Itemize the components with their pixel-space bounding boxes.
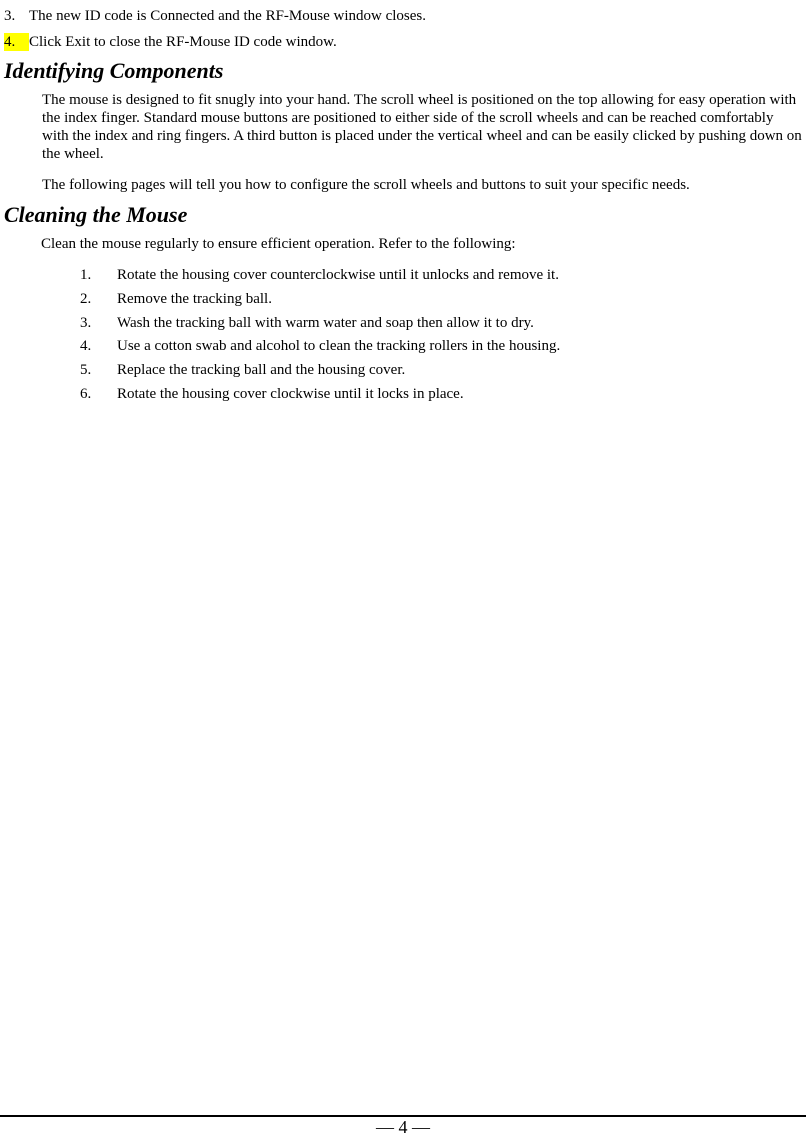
list-item-number: 6. (80, 385, 92, 402)
list-item-number: 5. (80, 362, 92, 379)
identifying-paragraph-2: The following pages will tell you how to configure the scroll wheels and buttons to suit your specific needs. (42, 177, 690, 193)
list-item (80, 265, 560, 289)
identifying-paragraph-1: The mouse is designed to fit snugly into your hand. The scroll wheel is positioned on the top allowing for easy operation with the index finger. Standard mouse buttons are positioned to either side of the scroll wheels and can be reached comfortably with the index and ring fingers. A third button is placed under the vertical wheel and can be easily clicked by pushing down on the wheel. (42, 92, 802, 162)
step-3 (4, 7, 426, 25)
step-number-highlighted: 4. (4, 33, 29, 51)
list-item (80, 336, 560, 360)
list-item-text: Wash the tracking ball with warm water and soap then allow it to dry. (117, 314, 534, 331)
list-item-text: Remove the tracking ball. (117, 290, 272, 307)
cleaning-intro: Clean the mouse regularly to ensure efficient operation. Refer to the following: (41, 236, 516, 252)
identifying-components-heading: Identifying Components (4, 58, 224, 83)
list-item (80, 289, 560, 313)
step-text: Click Exit to close the RF-Mouse ID code window. (29, 34, 337, 50)
list-item-number: 1. (80, 267, 92, 283)
cleaning-steps-list (80, 265, 560, 408)
page-number: — 4 — (376, 1117, 430, 1137)
list-item-text: Replace the tracking ball and the housing cover. (117, 362, 406, 379)
step-number: 3. (4, 8, 16, 24)
cleaning-mouse-heading: Cleaning the Mouse (4, 202, 188, 227)
list-item (80, 313, 560, 337)
list-item-number: 4. (80, 338, 92, 355)
list-item (80, 360, 560, 384)
step-4 (4, 33, 337, 51)
list-item-text: Rotate the housing cover counterclockwise until it unlocks and remove it. (117, 267, 559, 283)
list-item (80, 384, 560, 408)
step-text: The new ID code is Connected and the RF-Mouse window closes. (29, 8, 427, 24)
list-item-number: 2. (80, 290, 92, 307)
list-item-number: 3. (80, 314, 92, 331)
list-item-text: Rotate the housing cover clockwise until it locks in place. (117, 385, 464, 402)
list-item-text: Use a cotton swab and alcohol to clean the tracking rollers in the housing. (117, 338, 561, 355)
